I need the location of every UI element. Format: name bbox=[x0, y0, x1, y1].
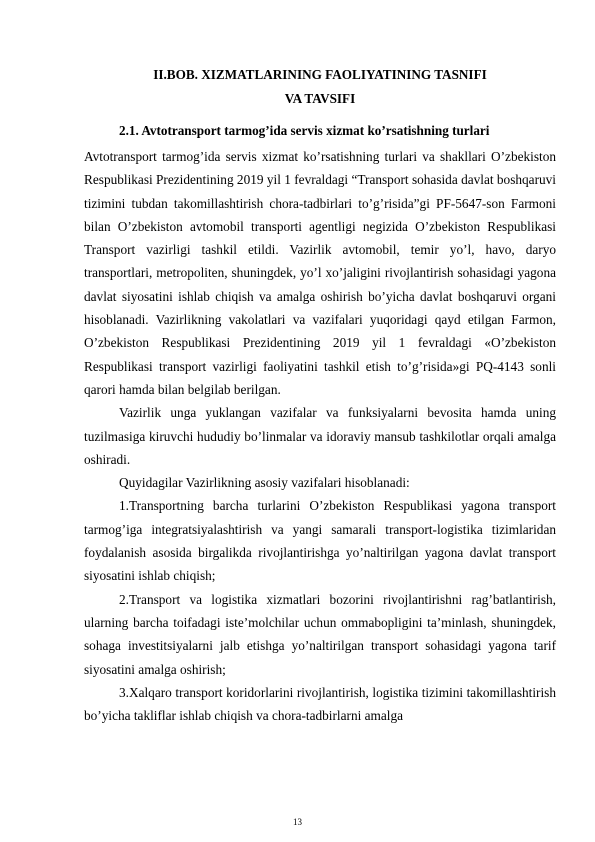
section-title: 2.1. Avtotransport tarmog’ida servis xizmat ko’rsatishning turlari bbox=[119, 123, 490, 138]
page-number: 13 bbox=[293, 817, 302, 827]
chapter-title-line2: VA TAVSIFI bbox=[284, 91, 356, 106]
body-text bbox=[84, 145, 556, 727]
chapter-title-line1: II.BOB. XIZMATLARINING FAOLIYATINING TASNIFI bbox=[153, 67, 487, 82]
paragraph-2: Vazirlik unga yuklangan vazifalar va funksiyalarni bevosita hamda uning tuzilmasiga kiruvchi hududiy bo’linmalar va idoraviy mansub tashkilotlar orqali amalga oshiradi. bbox=[84, 405, 556, 467]
paragraph-3: Quyidagilar Vazirlikning asosiy vazifalari hisoblanadi: bbox=[119, 475, 410, 491]
paragraph-5: 2.Transport va logistika xizmatlari bozorini rivojlantirishni rag’batlantirish, ularning barcha toifadagi iste’molchilar uchun ommabopligini ta’minlash, shuningdek, sohaga investitsiyalarni jalb etishga yo’naltirilgan transport sohasidagi yagona tarif siyosatini amalga oshirish; bbox=[84, 591, 556, 677]
paragraph-6: 3.Xalqaro transport koridorlarini rivojlantirish, logistika tizimini takomillashtirish bo’yicha takliflar ishlab chiqish va chora-tadbirlarni amalga bbox=[84, 684, 556, 724]
paragraph-4: 1.Transportning barcha turlarini O’zbekiston Respublikasi yagona transport tarmog’iga integratsiyalashtirish va yangi samarali transport-logistika tizimlaridan foydalanish asosida birgalikda rivojlantirishga yo’naltirilgan yagona davlat transport siyosatini ishlab chiqish; bbox=[84, 498, 556, 584]
paragraph-1: Avtotransport tarmog’ida servis xizmat ko’rsatishning turlari va shakllari O’zbekiston Respublikasi Prezidentining 2019 yil 1 fevraldagi “Transport sohasida davlat boshqaruvi tizimini tubdan takomillashtirish chora-tadbirlari to’g’risida”gi PF-5647-son Farmoni bilan O’zbekiston avtomobil transporti agentligi negizida O’zbekiston Respublikasi Transport vazirligi tashkil etildi. Vazirlik avtomobil, temir yo’l, havo, daryo transportlari, metropoliten, shuningdek, yo’l xo’jaligini rivojlantirish sohasidagi yagona davlat siyosatini ishlab chiqish va amalga oshirish bo’yicha davlat boshqaruvi organi hisoblanadi. Vazirlikning vakolatlari va vazifalari yuqoridagi qayd etilgan Farmon, O’zbekiston Respublikasi Prezidentining 2019 yil 1 fevraldagi «O’zbekiston Respublikasi transport vazirligi faoliyatini tashkil etish to’g’risida»gi PQ-4143 sonli qarori hamda bilan belgilab berilgan. bbox=[84, 149, 556, 397]
